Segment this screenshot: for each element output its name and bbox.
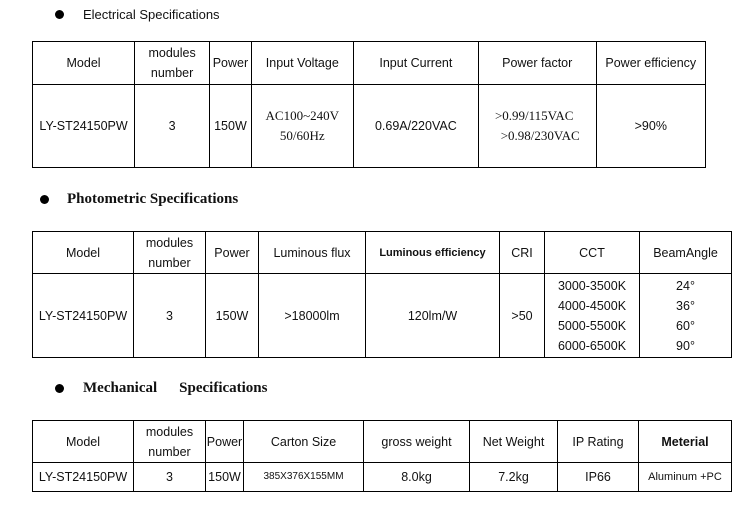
model-cell: LY-ST24150PW (33, 85, 135, 168)
net-weight-cell: 7.2kg (470, 463, 558, 492)
power-cell: 150W (206, 274, 259, 358)
gross-weight-cell: 8.0kg (364, 463, 470, 492)
header-cell: Input Current (353, 42, 478, 85)
photometric-table (32, 231, 732, 358)
header-cell: IP Rating (558, 421, 639, 463)
header-cell: Carton Size (244, 421, 364, 463)
model-cell: LY-ST24150PW (33, 463, 134, 492)
electrical-table (32, 41, 706, 168)
cct-value: 3000-3500K (557, 278, 627, 293)
efficiency-cell: >90% (596, 85, 705, 168)
cri-cell: >50 (500, 274, 545, 358)
table-row (33, 85, 706, 168)
header-cell: Power efficiency (596, 42, 705, 85)
header-cell: CRI (500, 232, 545, 274)
mechanical-table (32, 420, 732, 492)
voltage-line: AC100~240V (265, 108, 340, 123)
header-cell: Luminous flux (259, 232, 366, 274)
bullet-icon (55, 10, 64, 19)
mechanical-heading-part1: Mechanical (83, 380, 158, 396)
voltage-cell (251, 85, 353, 168)
cct-value: 5000-5500K (557, 318, 627, 333)
header-cell: Power (206, 421, 244, 463)
header-cell: modules number (135, 42, 210, 85)
beam-value: 60° (676, 318, 695, 333)
modules-cell: 3 (134, 274, 206, 358)
table-row (33, 274, 732, 358)
table-header-row (33, 421, 732, 463)
modules-cell: 3 (134, 463, 206, 492)
header-cell: Input Voltage (251, 42, 353, 85)
header-cell: Power (210, 42, 252, 85)
header-cell: BeamAngle (640, 232, 732, 274)
flux-cell: >18000lm (259, 274, 366, 358)
current-cell: 0.69A/220VAC (353, 85, 478, 168)
cct-value: 6000-6500K (557, 338, 627, 353)
cct-cell (545, 274, 640, 358)
mechanical-heading (55, 380, 268, 397)
table-header-row (33, 232, 732, 274)
beam-value: 36° (676, 298, 695, 313)
power-cell: 150W (206, 463, 244, 492)
header-cell: Power factor (478, 42, 596, 85)
electrical-heading (55, 7, 220, 22)
header-cell: modules number (134, 421, 206, 463)
header-cell: CCT (545, 232, 640, 274)
modules-cell: 3 (135, 85, 210, 168)
bullet-icon (40, 195, 49, 204)
beam-value: 24° (676, 278, 695, 293)
mechanical-heading-part2: Specifications (179, 380, 268, 396)
model-cell: LY-ST24150PW (33, 274, 134, 358)
header-cell: modules number (134, 232, 206, 274)
electrical-heading-text: Electrical Specifications (83, 7, 220, 22)
power-cell: 150W (210, 85, 252, 168)
material-cell: Aluminum +PC (639, 463, 732, 492)
beam-value: 90° (676, 338, 695, 353)
header-cell: Model (33, 421, 134, 463)
luminous-efficiency-cell: 120lm/W (366, 274, 500, 358)
frequency-line: 50/60Hz (279, 128, 325, 143)
header-cell: Model (33, 42, 135, 85)
header-cell: Net Weight (470, 421, 558, 463)
table-header-row (33, 42, 706, 85)
photometric-heading (40, 191, 238, 208)
header-cell: Meterial (639, 421, 732, 463)
pf-line: >0.99/115VAC (494, 108, 574, 123)
header-cell: Power (206, 232, 259, 274)
header-cell: Luminous efficiency (366, 232, 500, 274)
table-row (33, 463, 732, 492)
header-cell: gross weight (364, 421, 470, 463)
ip-rating-cell: IP66 (558, 463, 639, 492)
photometric-heading-text: Photometric Specifications (67, 191, 239, 207)
power-factor-cell (478, 85, 596, 168)
pf-line: >0.98/230VAC (500, 128, 580, 143)
carton-size-cell: 385X376X155MM (244, 463, 364, 492)
beam-angle-cell (640, 274, 732, 358)
bullet-icon (55, 384, 64, 393)
header-cell: Model (33, 232, 134, 274)
cct-value: 4000-4500K (557, 298, 627, 313)
